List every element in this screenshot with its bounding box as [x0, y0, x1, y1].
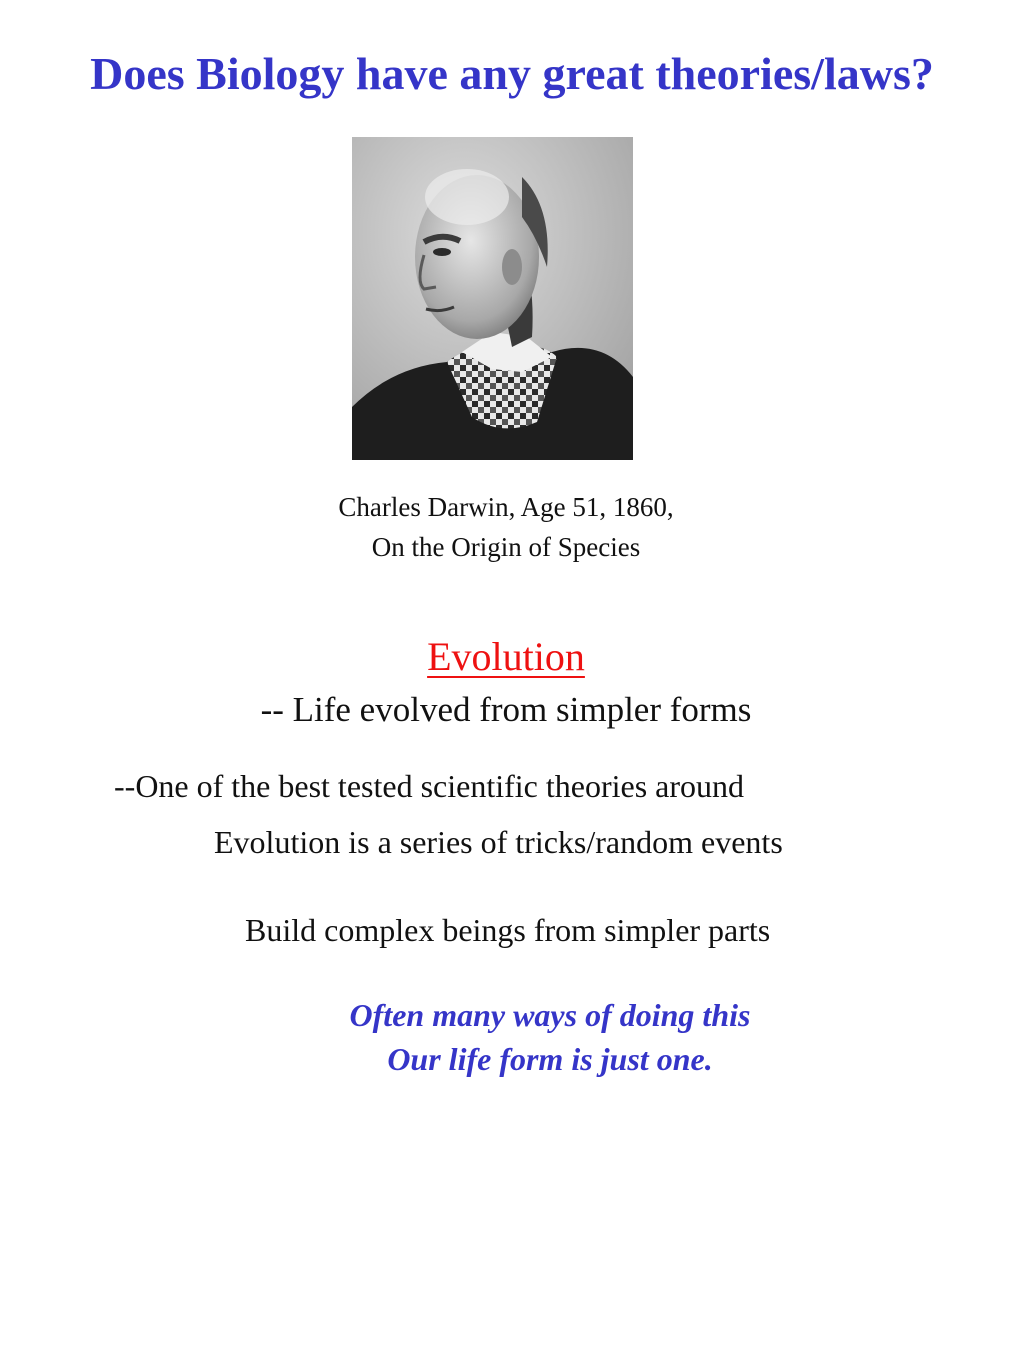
darwin-portrait-image — [352, 137, 633, 460]
point-complex-beings: Build complex beings from simpler parts — [245, 912, 771, 948]
portrait-caption-line2: On the Origin of Species — [371, 532, 641, 562]
emphasis-line1: Often many ways of doing this — [349, 997, 751, 1033]
emphasis-line2: Our life form is just one. — [387, 1041, 713, 1077]
evolution-heading — [0, 632, 1012, 682]
point-best-tested: --One of the best tested scientific theories around — [114, 768, 744, 804]
evolution-definition: -- Life evolved from simpler forms — [260, 690, 752, 729]
slide-title: Does Biology have any great theories/laws? — [90, 48, 934, 99]
portrait-caption-line1: Charles Darwin, Age 51, 1860, — [338, 492, 674, 522]
evolution-heading-text: Evolution — [427, 634, 585, 679]
point-series-of-tricks: Evolution is a series of tricks/random events — [214, 824, 783, 860]
